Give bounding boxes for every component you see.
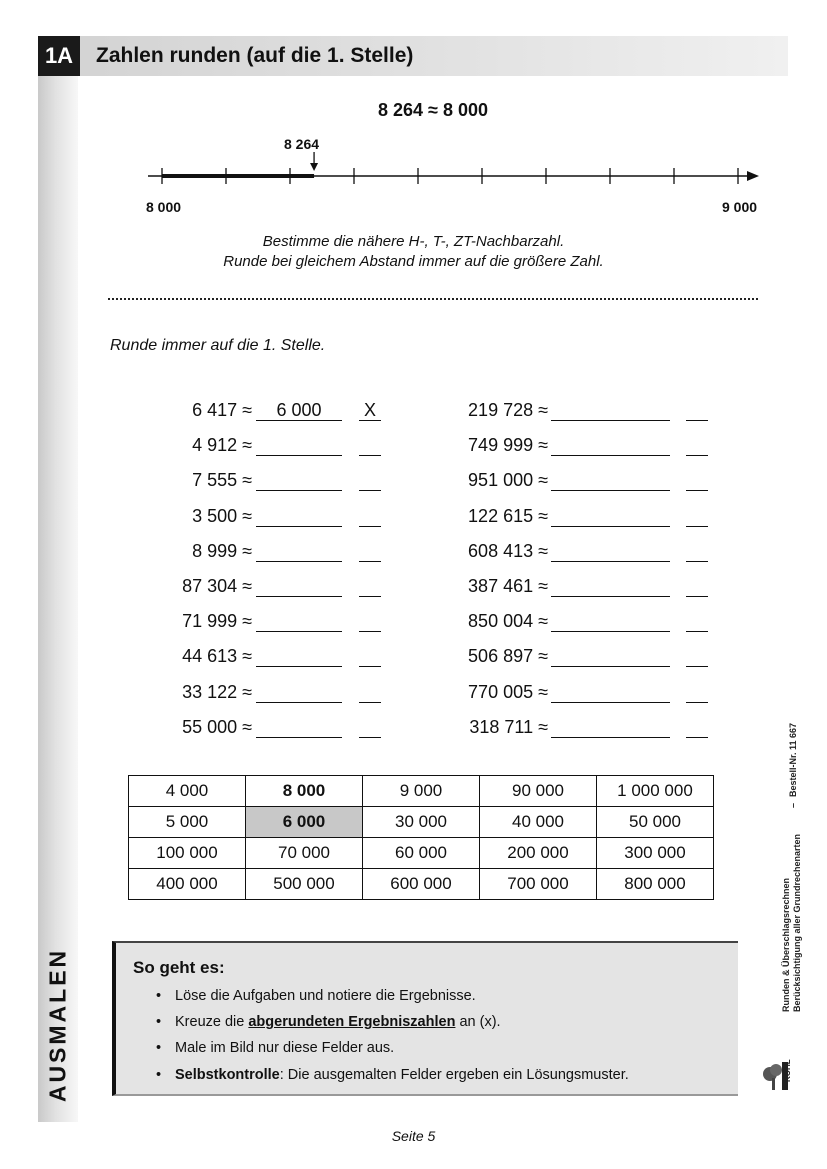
grid-cell[interactable]: 60 000 <box>363 838 480 869</box>
exercise-row <box>440 470 720 494</box>
answer-blank[interactable] <box>551 717 670 738</box>
grid-row <box>129 807 714 838</box>
exercise-task: 6 417 ≈ <box>192 400 252 420</box>
bullet-icon: • <box>156 1040 162 1056</box>
number-line-arrowhead <box>747 171 759 181</box>
exercise-task: 608 413 ≈ <box>468 540 548 561</box>
grid-row <box>129 838 714 869</box>
exercise-task: 87 304 ≈ <box>182 576 252 596</box>
exercise-row <box>440 682 720 706</box>
grid-cell[interactable]: 6 000 <box>246 807 363 838</box>
mark-blank[interactable] <box>686 400 708 421</box>
grid-cell[interactable]: 70 000 <box>246 838 363 869</box>
answer-blank[interactable] <box>551 400 670 421</box>
grid-cell[interactable]: 50 000 <box>597 807 714 838</box>
grid-cell[interactable]: 4 000 <box>129 776 246 807</box>
instruction: Runde immer auf die 1. Stelle. <box>110 337 326 354</box>
grid-cell[interactable]: 500 000 <box>246 869 363 900</box>
answer-blank[interactable] <box>256 576 342 597</box>
example-equation: 8 264 ≈ 8 000 <box>378 100 488 120</box>
answer-blank[interactable] <box>551 470 670 491</box>
exercise-task: 318 711 ≈ <box>469 716 548 737</box>
exercise-task: 71 999 ≈ <box>182 611 252 632</box>
mark-blank[interactable] <box>686 717 708 738</box>
answer-blank[interactable] <box>551 506 670 527</box>
exercise-task: 122 615 ≈ <box>468 505 548 526</box>
order-number: Bestell-Nr. 11 667 <box>788 722 798 797</box>
bullet-icon: • <box>156 1014 162 1030</box>
answer-blank[interactable] <box>551 682 670 703</box>
mark-blank[interactable] <box>359 470 381 491</box>
grid-cell[interactable]: 800 000 <box>597 869 714 900</box>
exercise-row <box>440 717 720 741</box>
dotted-divider <box>108 298 758 300</box>
grid-cell[interactable]: 600 000 <box>363 869 480 900</box>
mark-blank[interactable] <box>686 541 708 562</box>
grid-cell[interactable]: 1 000 000 <box>597 776 714 807</box>
publisher-dash: – <box>788 802 798 808</box>
exercise-task: 770 005 ≈ <box>468 681 548 702</box>
grid-cell[interactable]: 90 000 <box>480 776 597 807</box>
exercise-row <box>150 717 390 741</box>
hint-line-2: Runde bei gleichem Abstand immer auf die größere Zahl. <box>223 253 604 270</box>
answer-blank[interactable] <box>256 717 342 738</box>
exercise-row <box>150 611 390 635</box>
exercise-row <box>440 611 720 635</box>
exercise-task: 3 500 ≈ <box>192 505 252 526</box>
exercise-task: 7 555 ≈ <box>192 470 252 491</box>
answer-blank[interactable]: 6 000 <box>256 400 342 421</box>
grid-cell[interactable]: 200 000 <box>480 838 597 869</box>
mark-blank[interactable] <box>686 576 708 597</box>
publisher-subtitle: Berücksichtigung aller Grundrechenarten <box>792 833 802 1012</box>
grid-cell[interactable]: 40 000 <box>480 807 597 838</box>
answer-blank[interactable] <box>256 682 342 703</box>
mark-blank[interactable] <box>359 576 381 597</box>
mark-blank[interactable] <box>359 611 381 632</box>
exercise-task: 44 613 ≈ <box>182 646 252 667</box>
answer-blank[interactable] <box>551 576 670 597</box>
page-number: Seite 5 <box>391 1128 436 1144</box>
grid-cell[interactable]: 5 000 <box>129 807 246 838</box>
exercise-row <box>150 682 390 706</box>
exercise-task: 8 999 ≈ <box>192 540 252 561</box>
exercise-row <box>440 541 720 565</box>
exercise-row <box>150 541 390 565</box>
answer-blank[interactable] <box>551 611 670 632</box>
exercise-row <box>440 646 720 670</box>
answer-blank[interactable] <box>256 611 342 632</box>
marker-label: 8 264 <box>284 136 320 152</box>
exercise-row <box>440 576 720 600</box>
mark-blank[interactable] <box>359 506 381 527</box>
exercise-task: 850 004 ≈ <box>468 611 548 632</box>
answer-blank[interactable] <box>256 435 342 456</box>
mark-blank[interactable] <box>359 717 381 738</box>
answer-blank[interactable] <box>551 435 670 456</box>
exercise-task: 387 461 ≈ <box>468 576 548 596</box>
page-title: Zahlen runden (auf die 1. Stelle) <box>96 44 414 67</box>
grid-cell[interactable]: 700 000 <box>480 869 597 900</box>
mark-blank[interactable] <box>359 646 381 667</box>
exercise-task: 4 912 ≈ <box>192 435 252 456</box>
grid-row <box>129 776 714 807</box>
instructions-title: So geht es: <box>133 958 225 977</box>
answer-blank[interactable] <box>256 470 342 491</box>
publisher-title: Runden & Überschlagsrechnen <box>781 877 791 1012</box>
exercise-task: 951 000 ≈ <box>468 470 548 491</box>
grid-cell[interactable]: 400 000 <box>129 869 246 900</box>
hint-line-1: Bestimme die nähere H-, T-, ZT-Nachbarzahl. <box>262 233 565 250</box>
exercise-task: 33 122 ≈ <box>182 681 252 702</box>
grid-cell[interactable]: 8 000 <box>246 776 363 807</box>
answer-blank[interactable] <box>551 646 670 667</box>
mark-blank[interactable] <box>686 470 708 491</box>
answer-blank[interactable] <box>256 646 342 667</box>
exercise-row <box>440 435 720 459</box>
grid-cell[interactable]: 300 000 <box>597 838 714 869</box>
mark-blank[interactable] <box>686 435 708 456</box>
mark-blank[interactable]: X <box>359 400 381 421</box>
exercise-task: 749 999 ≈ <box>468 435 548 456</box>
grid-cell[interactable]: 9 000 <box>363 776 480 807</box>
answer-blank[interactable] <box>256 541 342 562</box>
exercise-row <box>150 506 390 530</box>
number-line-end-label: 9 000 <box>722 199 758 215</box>
bullet-icon: • <box>156 988 162 1004</box>
exercise-row <box>150 400 390 424</box>
number-line <box>0 0 827 230</box>
grid-row <box>129 869 714 900</box>
grid-cell[interactable]: 100 000 <box>129 838 246 869</box>
coloring-grid <box>128 775 714 900</box>
marker-arrowhead <box>310 163 318 171</box>
mark-blank[interactable] <box>359 435 381 456</box>
sidebar-label: AUSMALEN <box>44 947 71 1103</box>
exercise-task: 55 000 ≈ <box>182 716 252 737</box>
mark-blank[interactable] <box>686 611 708 632</box>
answer-blank[interactable] <box>256 506 342 527</box>
mark-blank[interactable] <box>359 682 381 703</box>
bullet-icon: • <box>156 1067 162 1083</box>
mark-blank[interactable] <box>686 646 708 667</box>
exercise-row <box>440 506 720 530</box>
exercise-row <box>150 435 390 459</box>
mark-blank[interactable] <box>359 541 381 562</box>
number-line-start-label: 8 000 <box>146 199 182 215</box>
exercise-task: 506 897 ≈ <box>468 646 548 667</box>
answer-blank[interactable] <box>551 541 670 562</box>
exercise-task: 219 728 ≈ <box>468 400 548 420</box>
exercise-row <box>150 576 390 600</box>
exercise-row <box>150 646 390 670</box>
exercise-row <box>440 400 720 424</box>
exercise-row <box>150 470 390 494</box>
grid-cell[interactable]: 30 000 <box>363 807 480 838</box>
mark-blank[interactable] <box>686 506 708 527</box>
mark-blank[interactable] <box>686 682 708 703</box>
header-badge: 1A <box>38 36 80 76</box>
publisher-logo-text: KOHL <box>783 1059 792 1082</box>
